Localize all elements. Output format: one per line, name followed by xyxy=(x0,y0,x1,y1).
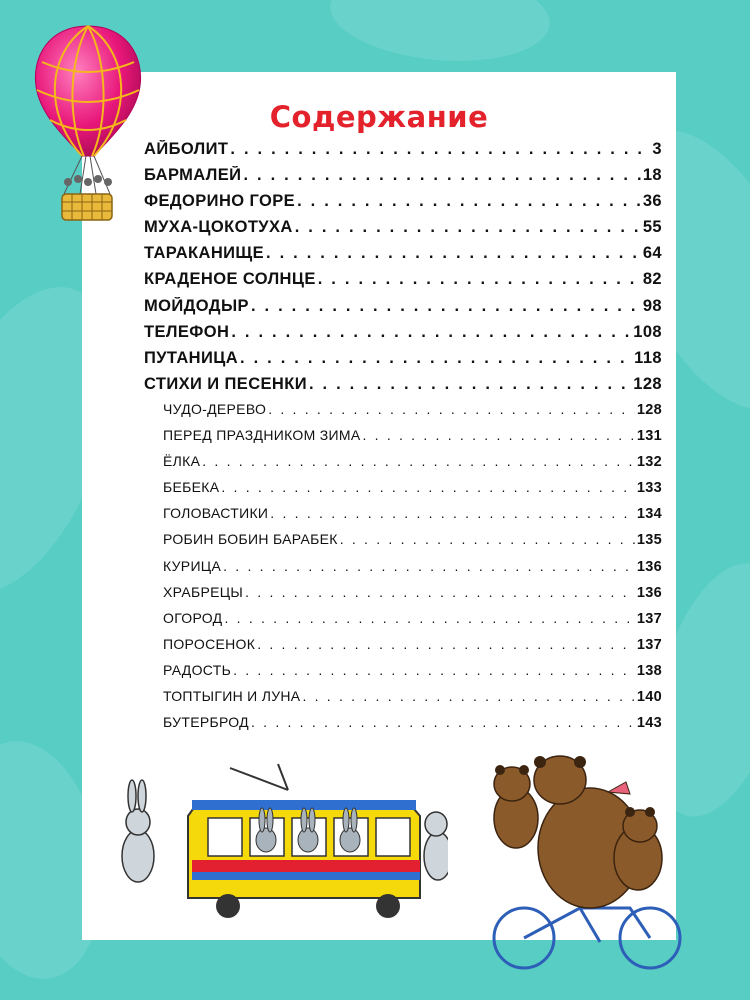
hot-air-balloon-illustration xyxy=(28,22,148,227)
entry-title: ПОРОСЕНОК xyxy=(163,635,256,652)
entry-title: ГОЛОВАСТИКИ xyxy=(163,505,269,522)
page-number: 128 xyxy=(633,374,662,393)
sub-entries xyxy=(144,401,662,740)
dot-leader xyxy=(243,166,640,185)
page-number: 128 xyxy=(636,401,662,418)
dot-leader xyxy=(224,610,634,626)
dot-leader xyxy=(221,479,635,495)
toc-entry xyxy=(144,297,662,323)
page-number: 108 xyxy=(633,322,662,341)
toc-subentry xyxy=(144,662,662,688)
toc-subentry xyxy=(144,401,662,427)
dot-leader xyxy=(233,662,635,678)
toc-subentry xyxy=(144,688,662,714)
entry-title: БАРМАЛЕЙ xyxy=(144,166,242,185)
toc-subentry xyxy=(144,479,662,505)
page-number: 98 xyxy=(642,296,662,315)
toc-subentry xyxy=(144,584,662,610)
dot-leader xyxy=(295,218,641,237)
dot-leader xyxy=(223,558,635,574)
dot-leader xyxy=(266,244,641,263)
dot-leader xyxy=(318,270,641,289)
page-number: 137 xyxy=(636,636,662,653)
entry-title: БЕБЕКА xyxy=(163,479,220,496)
entry-title: МУХА-ЦОКОТУХА xyxy=(144,218,293,237)
table-of-contents xyxy=(144,140,662,740)
entry-title: ЧУДО-ДЕРЕВО xyxy=(163,400,267,417)
toc-subentry xyxy=(144,558,662,584)
dot-leader xyxy=(297,192,641,211)
page-number: 131 xyxy=(636,428,662,445)
page-number: 3 xyxy=(652,140,662,158)
page-number: 36 xyxy=(642,192,662,211)
toc-subentry xyxy=(144,714,662,740)
entry-title: АЙБОЛИТ xyxy=(144,140,229,158)
page-number: 132 xyxy=(636,454,662,471)
main-entries xyxy=(144,140,662,401)
entry-title: ФЕДОРИНО ГОРЕ xyxy=(144,192,296,211)
entry-title: МОЙДОДЫР xyxy=(144,296,249,315)
entry-title: ПУТАНИЦА xyxy=(144,348,239,367)
dot-leader xyxy=(240,349,632,368)
page-number: 118 xyxy=(634,348,662,367)
bears-on-bicycle-illustration xyxy=(480,748,690,978)
dot-leader xyxy=(340,531,635,547)
toc-subentry xyxy=(144,453,662,479)
entry-title: ЁЛКА xyxy=(163,453,201,470)
toc-subentry xyxy=(144,531,662,557)
dot-leader xyxy=(202,453,635,469)
entry-title: БУТЕРБРОД xyxy=(163,714,249,731)
toc-entry xyxy=(144,166,662,192)
dot-leader xyxy=(270,505,635,521)
page-number: 136 xyxy=(636,558,662,575)
dot-leader xyxy=(257,636,635,652)
toc-entry xyxy=(144,323,662,349)
dot-leader xyxy=(230,140,650,159)
toc-subentry xyxy=(144,427,662,453)
entry-title: ХРАБРЕЦЫ xyxy=(163,583,244,600)
entry-title: ОГОРОД xyxy=(163,609,223,626)
entry-title: КУРИЦА xyxy=(163,557,222,574)
page-number: 138 xyxy=(636,662,662,679)
page-number: 135 xyxy=(636,532,662,549)
toc-entry xyxy=(144,244,662,270)
page-title: Содержание xyxy=(269,100,489,134)
page-number: 143 xyxy=(636,715,662,732)
entry-title: СТИХИ И ПЕСЕНКИ xyxy=(144,374,307,393)
dot-leader xyxy=(362,427,634,443)
dot-leader xyxy=(309,375,631,394)
page-number: 136 xyxy=(636,584,662,601)
entry-title: ПЕРЕД ПРАЗДНИКОМ ЗИМА xyxy=(163,427,361,444)
background-swirl xyxy=(326,0,553,69)
dot-leader xyxy=(251,297,641,316)
page-number: 82 xyxy=(642,270,662,289)
tram-with-hares-illustration xyxy=(108,760,448,930)
page-number: 134 xyxy=(636,506,662,523)
entry-title: ТОПТЫГИН И ЛУНА xyxy=(163,687,301,704)
toc-subentry xyxy=(144,636,662,662)
page-number: 133 xyxy=(636,480,662,497)
entry-title: ТАРАКАНИЩЕ xyxy=(144,244,265,263)
entry-title: РАДОСТЬ xyxy=(163,661,232,678)
toc-entry xyxy=(144,140,662,166)
dot-leader xyxy=(245,584,635,600)
dot-leader xyxy=(231,323,631,342)
dot-leader xyxy=(251,714,635,730)
toc-entry xyxy=(144,349,662,375)
entry-title: ТЕЛЕФОН xyxy=(144,322,230,341)
entry-title: КРАДЕНОЕ СОЛНЦЕ xyxy=(144,270,316,289)
page-number: 64 xyxy=(642,244,662,263)
toc-entry xyxy=(144,192,662,218)
page-number: 18 xyxy=(642,166,662,185)
page-number: 137 xyxy=(636,610,662,627)
toc-entry xyxy=(144,375,662,401)
dot-leader xyxy=(302,688,634,704)
page-number: 55 xyxy=(642,218,662,237)
toc-entry xyxy=(144,270,662,296)
entry-title: РОБИН БОБИН БАРАБЕК xyxy=(163,531,338,548)
toc-entry xyxy=(144,218,662,244)
dot-leader xyxy=(268,401,635,417)
page-number: 140 xyxy=(636,688,662,705)
toc-subentry xyxy=(144,610,662,636)
toc-subentry xyxy=(144,505,662,531)
